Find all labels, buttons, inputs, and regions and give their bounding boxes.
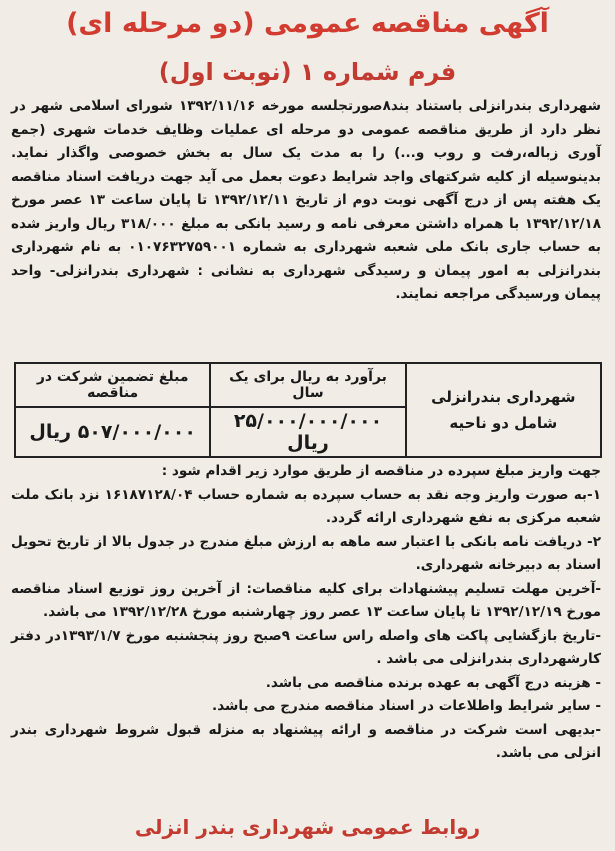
public-relations-signature: روابط عمومی شهرداری بندر انزلی <box>134 815 481 839</box>
table-header-row <box>15 363 601 407</box>
owner-sub-label: شامل دو ناحیه <box>449 414 558 432</box>
guarantee-value: ۵۰۷/۰۰۰/۰۰۰ ریال <box>15 407 210 457</box>
estimate-header: برآورد به ریال برای یک سال <box>210 363 405 407</box>
condition-item: - هزینه درج آگهی به عهده برنده مناقصه می باشد. <box>265 674 601 691</box>
condition-item: ۲- دریافت نامه بانکی با اعتبار سه ماهه به ارزش مبلغ مندرج در جدول بالا از تاریخ تحویل اسناد به دبیرخانه شهرداری. <box>11 533 601 573</box>
condition-item: -تاریخ بازگشایی پاکت های واصله راس ساعت ۹صبح روز پنجشنبه مورخ ۱۳۹۳/۱/۷در دفتر کارشهرداری بندرانزلی می باشد . <box>11 627 601 667</box>
estimate-value: ۲۵/۰۰۰/۰۰۰/۰۰۰ ریال <box>210 407 405 457</box>
condition-item: - سایر شرایط واطلاعات در اسناد مناقصه مندرج می باشد. <box>212 698 601 714</box>
owner-cell <box>406 363 601 457</box>
notice-title: آگهی مناقصه عمومی (دو مرحله ای) <box>66 8 549 39</box>
conditions-list <box>11 460 601 766</box>
condition-item: -آخرین مهلت تسلیم پیشنهادات برای کلیه مناقصات: از آخرین روز توزیع اسناد مناقصه مورخ ۱۳۹۲/۱۲/۱۹ تا پایان ساعت ۱۳ عصر روز چهارشنبه مورخ ۱۳۹۲/۱۲/۲۸ می باشد. <box>11 580 601 620</box>
condition-item: جهت واریز مبلغ سپرده در مناقصه از طریق موارد زیر اقدام شود : <box>161 463 601 479</box>
guarantee-header: مبلغ تضمین شرکت در مناقصه <box>15 363 210 407</box>
condition-item: -بدیهی است شرکت در مناقصه و ارائه پیشنهاد به منزله قبول شروط شهرداری بندر انزلی می باشد. <box>11 721 601 761</box>
form-number-subtitle: فرم شماره ۱ (نوبت اول) <box>158 58 457 86</box>
intro-paragraph: شهرداری بندرانزلی باستناد بند۸صورتجلسه مورخه ۱۳۹۲/۱۱/۱۶ شورای اسلامی شهر در نظر دارد از طریق مناقصه عمومی دو مرحله ای عملیات وظایف خدمات شهری (جمع آوری زباله،رفت و روب و...) را به مدت یک سال به بخش خصوصی واگذار نماید. بدینوسیله از کلیه شرکتهای واجد شرایط دعوت بعمل می آید جهت دریافت اسناد مناقصه یک هفته پس از درج آگهی نوبت دوم از تاریخ ۱۳۹۲/۱۲/۱۱ تا پایان ساعت ۱۳ عصر مورخ ۱۳۹۲/۱۲/۱۸ با همراه داشتن معرفی نامه و رسید بانکی به مبلغ ۳۱۸/۰۰۰ ریال واریز شده به حساب جاری بانک ملی شعبه شهرداری به شماره ۰۱۰۷۶۳۲۷۵۹۰۰۱ به نام شهرداری بندرانزلی به امور پیمان و رسیدگی شهرداری به نشانی : شهرداری بندرانزلی- واحد پیمان ورسیدگی مراجعه نمایند. <box>11 98 601 302</box>
owner-label: شهرداری بندرانزلی <box>431 388 576 406</box>
tender-table <box>14 362 602 458</box>
condition-item: ۱-به صورت واریز وجه نقد به حساب سپرده به شماره حساب ۱۶۱۸۷۱۲۸/۰۴ نزد بانک ملت شعبه مرکزی به نفع شهرداری ارائه گردد. <box>11 486 601 526</box>
